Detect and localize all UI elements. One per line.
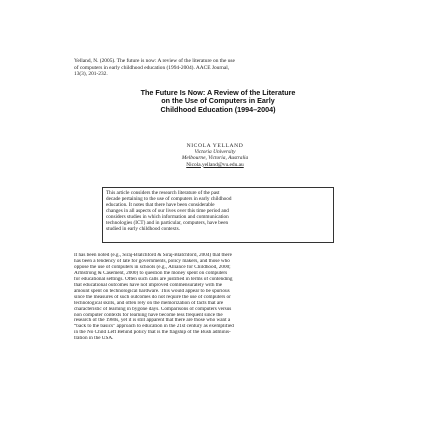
abstract-line: This article considers the research literature of the past [106, 190, 220, 196]
abstract [106, 190, 332, 232]
body-paragraph [74, 253, 374, 342]
author-email-link[interactable]: Nicola.yelland@vu.edu.au [186, 161, 244, 168]
citation-line: Yelland, N. (2005). The future is now: A review of the literature on the use [74, 58, 235, 64]
abstract-line: changes in all aspects of our lives over this time period and [106, 208, 229, 214]
citation-line: 13(3), 201-232. [74, 71, 108, 78]
body-line: oppose the use of computers in schools (e.g., Alliance for Childhood, 2000; [74, 264, 231, 270]
title-line: Childhood Education (1994–2004) [160, 104, 276, 114]
abstract-line: technologies (ICT) and in particular, computers, have been [106, 220, 229, 226]
citation-line: of computers in early childhood education (1994-2004). AACE Journal, [74, 64, 230, 71]
abstract-line: studied in early childhood contexts. [106, 226, 180, 232]
body-line: amount spent on technological hardware. This would appear to be spurious [74, 288, 230, 294]
abstract-line: decade pertaining to the use of computers in early childhood [106, 196, 232, 202]
body-line: research of the 1980s, yet it is still apparent that there are those who want a [74, 318, 231, 324]
body-line: for educational settings. Often such calls are justified in terms of contending [74, 276, 233, 282]
body-line: non computer contexts for learning have become less frequent since the [74, 312, 223, 318]
paper-title [84, 89, 352, 114]
body-line: “back to the basics” approach to education in the 21st century as exemplified [74, 324, 234, 330]
body-line: since the measures of such outcomes do not require the use of computers or [74, 294, 231, 300]
body-line: tration in the USA. [74, 336, 114, 342]
author-name: NICOLA YELLAND [186, 143, 244, 149]
author-block [120, 143, 310, 168]
body-line: Armstrong & Casement, 2000) to question the money spent on computers [74, 270, 228, 276]
author-location: Melbourne, Victoria, Australia [181, 155, 249, 162]
citation-block [74, 58, 374, 78]
body-line: characteristic of learning in bygone days. Comparisons of computers versus [74, 306, 232, 312]
author-affiliation: Victoria University [194, 149, 236, 156]
body-line: technological skills, and often rely on the memorization of facts that are [74, 300, 224, 306]
abstract-line: education. It notes that there have been considerable [106, 202, 215, 208]
abstract-line: considers studies in which information and communication [106, 214, 229, 220]
title-line: The Future Is Now: A Review of the Literature [140, 88, 296, 97]
body-line: in the No Child Left Behind policy that is the flagship of the Bush adminis- [74, 330, 231, 336]
body-line: It has been noted (e.g., Siraj-Blatchford & Siraj-Blatchford, 2004) that there [74, 253, 232, 258]
title-line: on the Use of Computers in Early [161, 96, 275, 106]
body-line: has been a tendency of late for governments, policy makers, and those who [74, 258, 230, 264]
body-line: that educational outcomes have not improved commensurately with the [74, 282, 223, 288]
